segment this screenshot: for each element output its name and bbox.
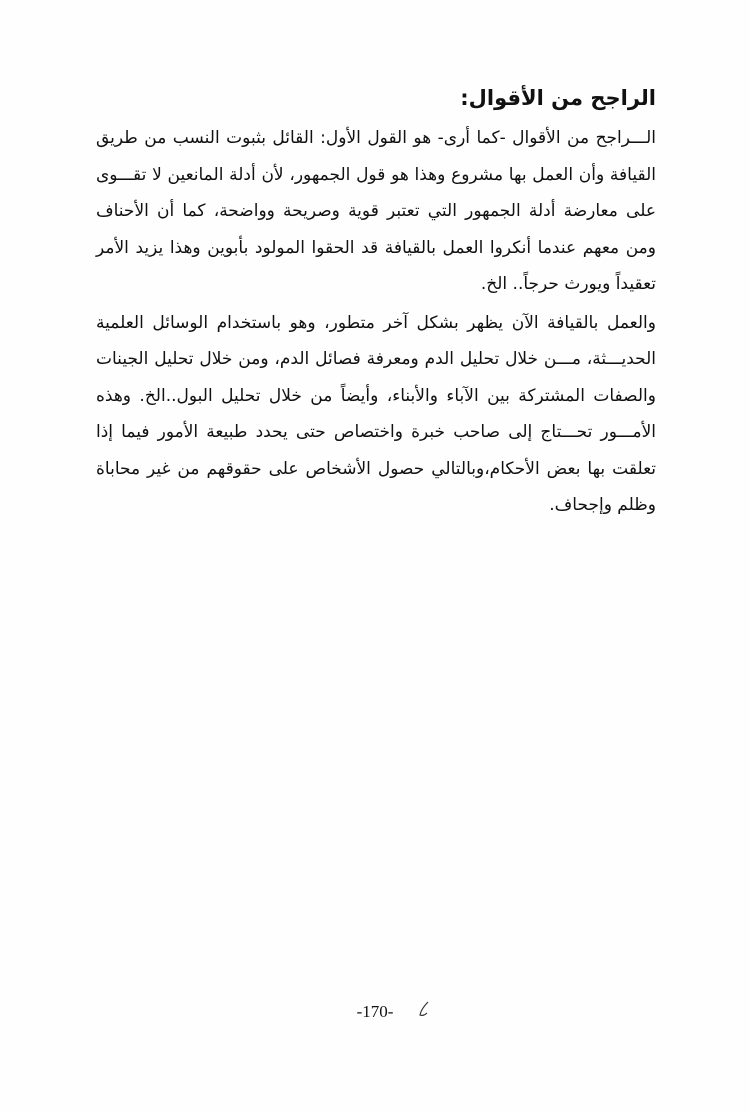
paragraph-1: الـــراجح من الأقوال -كما أرى- هو القول الأول: القائل بثبوت النسب من طريق القيافة وأن العمل بها مشروع وهذا هو قول الجمهور، لأن أدلة المانعين لا تقـــوى على معارضة أدلة الجمهور التي تعتبر قوية وصريحة وواضحة، كما أن الأحناف ومن معهم عندما أنكروا العمل بالقيافة قد الحقوا المولود بأبوين وهذا يزيد الأمر تعقيداً ويورث حرجاً.. الخ.	[96, 128, 656, 294]
page-body	[96, 80, 656, 524]
page-number: -170-	[356, 1002, 394, 1021]
pen-mark	[418, 1000, 430, 1018]
paragraph-2: والعمل بالقيافة الآن يظهر بشكل آخر متطور، وهو باستخدام الوسائل العلمية الحديـــثة، مـــن خلال تحليل الدم ومعرفة فصائل الدم، ومن خلال تحليل الجينات والصفات المشتركة بين الآباء والأبناء، وأيضاً من خلال تحليل البول..الخ. وهذه الأمـــور تحـــتاج إلى صاحب خبرة واختصاص حتى يحدد طبيعة الأمور فيما إذا تعلقت بها بعض الأحكام،وبالتالي حصول الأشخاص على حقوقهم من غير محاباة وظلم وإجحاف.	[96, 312, 656, 515]
section-heading: الراجح من الأقوال:	[460, 86, 656, 110]
